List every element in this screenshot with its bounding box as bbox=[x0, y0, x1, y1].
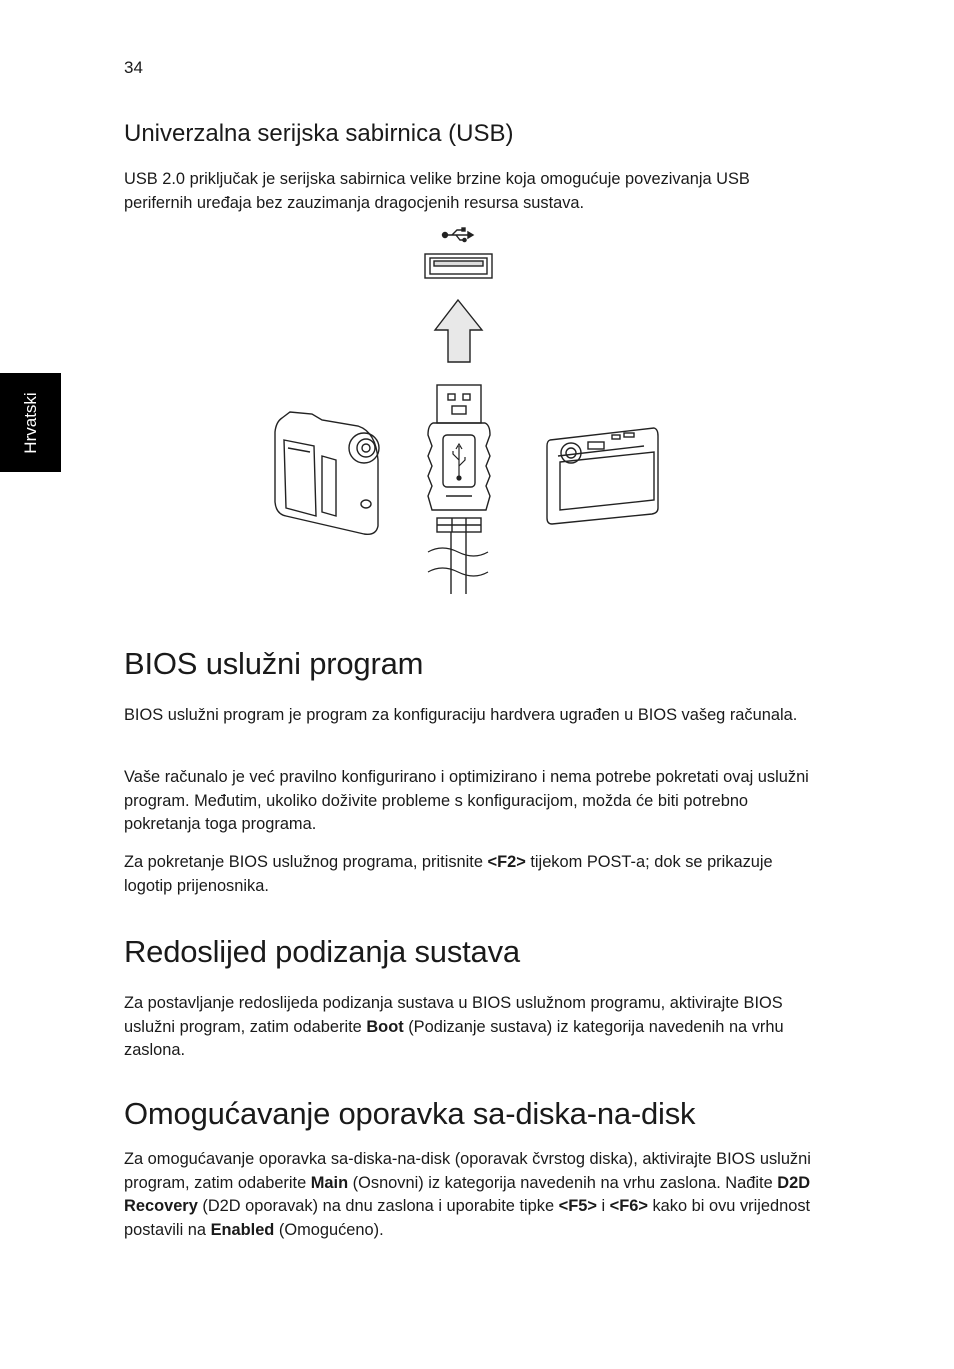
bios-paragraph-3 bbox=[124, 851, 814, 898]
usb-paragraph: USB 2.0 priključak je serijska sabirnica velike brzine koja omogućuje povezivanja USB perifernih uređaja bez zauzimanja dragocjenih resursa sustava. bbox=[124, 170, 750, 212]
language-side-tab bbox=[0, 373, 61, 472]
boot-paragraph-text-b: (Podizanje sustava) iz kategorija navedenih na vrhu zaslona. bbox=[124, 1017, 784, 1059]
d2d-text-b: (Osnovni) iz kategorija navedenih na vrhu zaslona. Nađite bbox=[348, 1173, 778, 1192]
bios-heading: BIOS uslužni program bbox=[124, 646, 424, 681]
boot-paragraph-text-a: Za postavljanje redoslijeda podizanja sustava u BIOS uslužnom programu, aktivirajte BIOS uslužni program, zatim odaberite bbox=[124, 994, 783, 1036]
usb-plug-icon bbox=[428, 385, 490, 594]
usb-port-icon bbox=[425, 254, 492, 278]
bios-paragraph-3-text-a: Za pokretanje BIOS uslužnog programa, pritisnite bbox=[124, 853, 488, 871]
d2d-recovery-term: D2D Recovery bbox=[124, 1173, 811, 1215]
boot-heading: Redoslijed podizanja sustava bbox=[124, 934, 520, 969]
f6-key: <F6> bbox=[609, 1197, 648, 1215]
d2d-text-f: (Omogućeno). bbox=[274, 1220, 384, 1239]
boot-term: Boot bbox=[366, 1017, 404, 1036]
language-side-tab-label: Hrvatski bbox=[20, 391, 40, 454]
d2d-text-e: kako bi ovu vrijednost postavili na bbox=[124, 1197, 811, 1239]
d2d-text-c: (D2D oporavak) na dnu zaslona i uporabite tipke bbox=[197, 1197, 559, 1215]
page-number: 34 bbox=[124, 58, 143, 77]
d2d-paragraph bbox=[124, 1148, 814, 1242]
boot-paragraph bbox=[124, 992, 814, 1063]
arrow-up-icon bbox=[435, 300, 482, 362]
bios-paragraph-3-text-b: tijekom POST-a; dok se prikazuje logotip prijenosnika. bbox=[124, 853, 773, 895]
enabled-term: Enabled bbox=[210, 1220, 275, 1239]
usb-symbol-icon bbox=[443, 228, 474, 242]
bios-paragraph-1: BIOS uslužni program je program za konfiguraciju hardvera ugrađen u BIOS vašeg računala. bbox=[124, 706, 798, 724]
f5-key: <F5> bbox=[558, 1197, 597, 1215]
bios-paragraph-2: Vaše računalo je već pravilno konfigurirano i optimizirano i nema potrebe pokretati ovaj uslužni program. Međutim, ukoliko doživite probleme s konfiguracijom, možda će biti potrebno pokretanja toga programa. bbox=[124, 768, 809, 833]
d2d-heading: Omogućavanje oporavka sa-diska-na-disk bbox=[124, 1096, 696, 1131]
main-term: Main bbox=[310, 1173, 349, 1192]
usb-heading: Univerzalna serijska sabirnica (USB) bbox=[124, 120, 514, 147]
digital-camera-icon bbox=[547, 428, 658, 524]
camcorder-icon bbox=[275, 412, 379, 534]
d2d-text-d: i bbox=[596, 1197, 610, 1215]
d2d-text-a: Za omogućavanje oporavka sa-diska-na-disk (oporavak čvrstog diska), aktivirajte BIOS uslužni program, zatim odaberite bbox=[124, 1150, 811, 1192]
f2-key: <F2> bbox=[487, 853, 526, 871]
usb-illustration bbox=[260, 220, 680, 600]
